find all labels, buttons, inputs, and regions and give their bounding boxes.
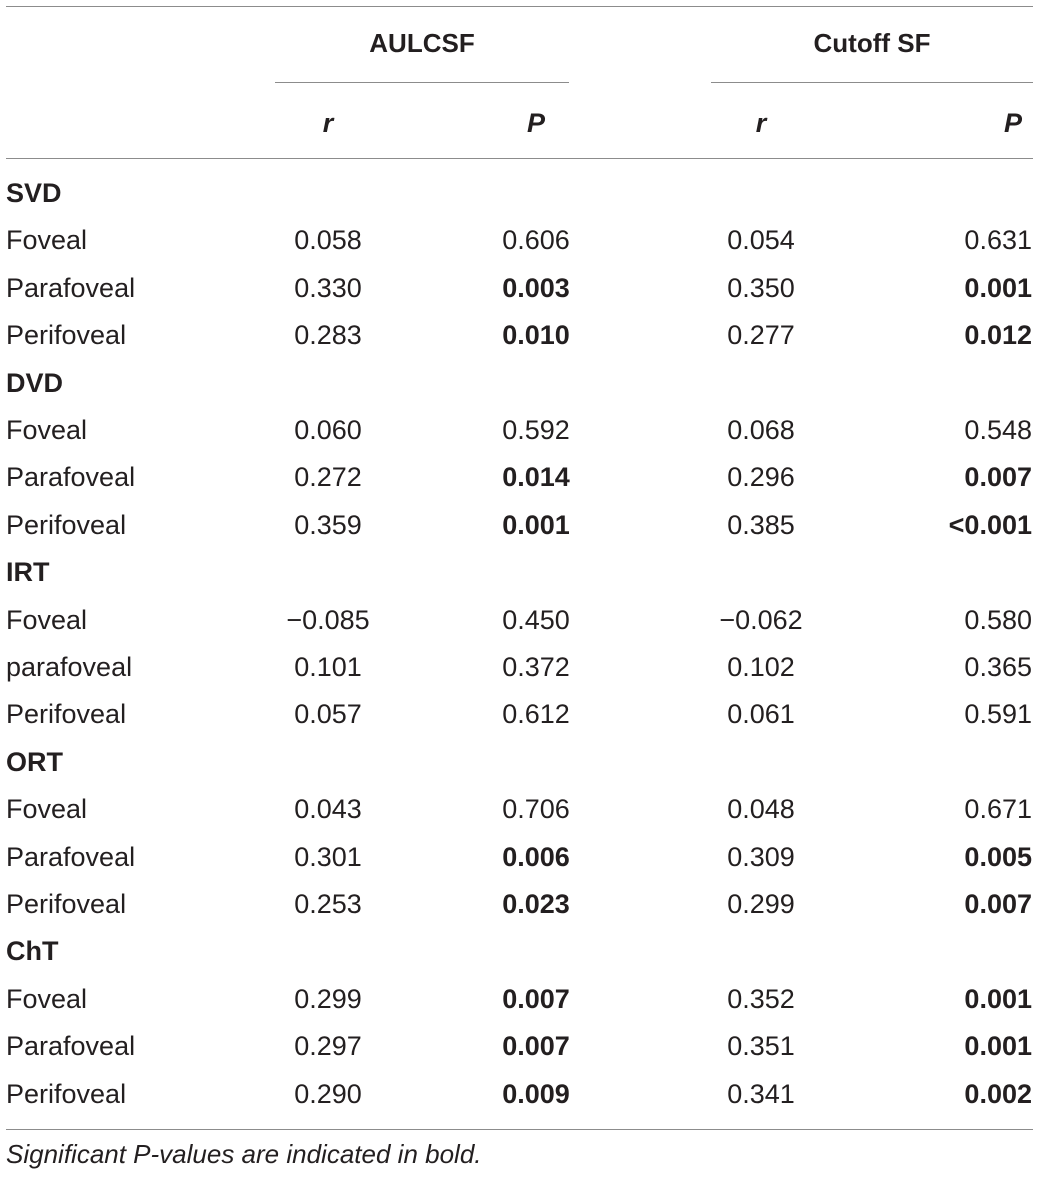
section-header: ChT	[6, 936, 59, 966]
row-label: Foveal	[6, 605, 88, 635]
table-cell: 0.003	[502, 273, 570, 303]
table-cell: 0.612	[502, 699, 570, 729]
table-cell: 0.385	[727, 510, 795, 540]
table-cell: 0.057	[294, 699, 362, 729]
table-cell: 0.043	[294, 794, 362, 824]
row-label: Perifoveal	[6, 320, 127, 350]
table-cell: 0.706	[502, 794, 570, 824]
table-cell: 0.061	[727, 699, 795, 729]
row-label: Perifoveal	[6, 889, 127, 919]
aulcsf-underline	[275, 82, 569, 83]
table-cell: 0.048	[727, 794, 795, 824]
group-header-cutoff-sf: Cutoff SF	[813, 28, 931, 58]
group-header-aulcsf: AULCSF	[369, 28, 475, 58]
table-cell: 0.592	[502, 415, 570, 445]
table-cell: 0.299	[294, 984, 362, 1014]
header-bottom-rule	[6, 158, 1033, 159]
table-cell: 0.301	[294, 842, 362, 872]
table-cell: 0.671	[964, 794, 1032, 824]
table-cell: 0.101	[294, 652, 362, 682]
row-label: Parafoveal	[6, 842, 136, 872]
table-cell: 0.341	[727, 1079, 795, 1109]
table-cell: 0.296	[727, 462, 795, 492]
table-cell: 0.001	[964, 273, 1032, 303]
row-label: Perifoveal	[6, 699, 127, 729]
table-cell: 0.277	[727, 320, 795, 350]
table-cell: 0.631	[964, 225, 1032, 255]
row-label: Perifoveal	[6, 1079, 127, 1109]
table-cell: 0.102	[727, 652, 795, 682]
table-top-rule	[6, 6, 1033, 7]
table-cell: 0.001	[964, 984, 1032, 1014]
table-bottom-rule	[6, 1129, 1033, 1130]
sub-header-p: P	[526, 108, 545, 138]
table-cell: 0.372	[502, 652, 570, 682]
table-cell: 0.005	[964, 842, 1032, 872]
table-cell: 0.007	[502, 984, 570, 1014]
table-cell: 0.001	[964, 1031, 1032, 1061]
sub-header-r: r	[755, 108, 767, 138]
table-cell: 0.299	[727, 889, 795, 919]
table-cell: 0.309	[727, 842, 795, 872]
table-cell: 0.350	[727, 273, 795, 303]
row-label: Foveal	[6, 984, 88, 1014]
table-cell: 0.272	[294, 462, 362, 492]
table-cell: 0.450	[502, 605, 570, 635]
table-cell: 0.359	[294, 510, 362, 540]
table-cell: 0.002	[964, 1079, 1032, 1109]
table-cell: 0.007	[964, 889, 1032, 919]
row-label: Parafoveal	[6, 462, 136, 492]
table-cell: 0.058	[294, 225, 362, 255]
table-footnote: Significant P-values are indicated in bold.	[6, 1139, 482, 1169]
table-cell: 0.006	[502, 842, 570, 872]
row-label: Foveal	[6, 794, 88, 824]
table-cell: 0.010	[502, 320, 570, 350]
sub-header-p: P	[1003, 108, 1022, 138]
row-label: Foveal	[6, 225, 88, 255]
section-header: ORT	[6, 747, 63, 777]
table-cell: 0.253	[294, 889, 362, 919]
section-header: IRT	[6, 557, 50, 587]
table-cell: −0.062	[719, 605, 803, 635]
sub-header-r: r	[322, 108, 334, 138]
table-cell: 0.330	[294, 273, 362, 303]
table-cell: 0.014	[502, 462, 570, 492]
table-cell: 0.580	[964, 605, 1032, 635]
table-cell: 0.297	[294, 1031, 362, 1061]
table-cell: 0.054	[727, 225, 795, 255]
table-cell: 0.001	[502, 510, 570, 540]
row-label: Parafoveal	[6, 1031, 136, 1061]
table-cell: 0.606	[502, 225, 570, 255]
table-cell: 0.009	[502, 1079, 570, 1109]
table-cell: 0.365	[964, 652, 1032, 682]
table-cell: 0.007	[964, 462, 1032, 492]
table-cell: 0.012	[964, 320, 1032, 350]
table-cell: 0.352	[727, 984, 795, 1014]
table-cell: −0.085	[286, 605, 370, 635]
table-cell: 0.283	[294, 320, 362, 350]
row-label: Foveal	[6, 415, 88, 445]
section-header: DVD	[6, 368, 64, 398]
table-cell: 0.060	[294, 415, 362, 445]
table-cell: 0.290	[294, 1079, 362, 1109]
table-cell: 0.007	[502, 1031, 570, 1061]
table-cell: 0.548	[964, 415, 1032, 445]
table-cell: 0.591	[964, 699, 1032, 729]
table-cell: <0.001	[948, 510, 1032, 540]
cutoff-sf-underline	[711, 82, 1033, 83]
row-label: parafoveal	[6, 652, 133, 682]
section-header: SVD	[6, 178, 62, 208]
row-label: Perifoveal	[6, 510, 127, 540]
table-cell: 0.023	[502, 889, 570, 919]
row-label: Parafoveal	[6, 273, 136, 303]
table-cell: 0.068	[727, 415, 795, 445]
table-cell: 0.351	[727, 1031, 795, 1061]
